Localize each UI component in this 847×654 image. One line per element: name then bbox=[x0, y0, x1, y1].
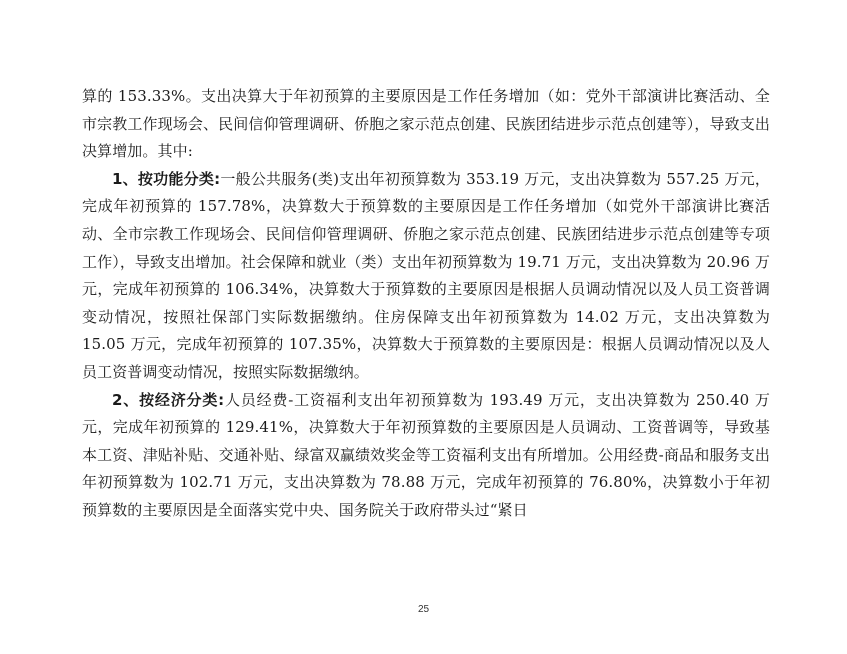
paragraph-continuation bbox=[82, 83, 770, 166]
page-number: 25 bbox=[417, 604, 430, 615]
section-heading-functional: 1、按功能分类: bbox=[112, 169, 221, 188]
paragraph-text: 人员经费-工资福利支出年初预算数为 193.49 万元，支出决算数为 250.40 万元，完成年初预算的 129.41%，决算数大于年初预算数的主要原因是人员调动、工资普调等，导致基本工资、津贴补贴、交通补贴、绿富双赢绩效奖金等工资福利支出有所增加。公用经费-商品和服务支出年初预算数为 102.71 万元，支出决算数为 78.88 万元，完成年初预算的 76.80%，决算数小于年初预算数的主要原因是全面落实党中央、国务院关于政府带头过“紧日 bbox=[82, 390, 770, 519]
paragraph-text: 算的 153.33%。支出决算大于年初预算的主要原因是工作任务增加（如：党外干部演讲比赛活动、全市宗教工作现场会、民间信仰管理调研、侨胞之家示范点创建、民族团结进步示范点创建等），导致支出决算增加。其中: bbox=[82, 87, 770, 161]
paragraph-functional-classification bbox=[82, 166, 770, 387]
section-heading-economic: 2、按经济分类: bbox=[112, 390, 225, 409]
paragraph-economic-classification bbox=[82, 387, 770, 525]
document-body bbox=[82, 83, 770, 525]
paragraph-text: 一般公共服务(类)支出年初预算数为 353.19 万元，支出决算数为 557.25 万元，完成年初预算的 157.78%，决算数大于预算数的主要原因是工作任务增加（如党外干部演讲比赛活动、全市宗教工作现场会、民间信仰管理调研、侨胞之家示范点创建、民族团结进步示范点创建等专项工作），导致支出增加。社会保障和就业（类）支出年初预算数为 19.71 万元，支出决算数为 20.96 万元，完成年初预算的 106.34%，决算数大于预算数的主要原因是根据人员调动情况以及人员工资普调变动情况，按照社保部门实际数据缴纳。住房保障支出年初预算数为 14.02 万元，支出决算数为 15.05 万元，完成年初预算的 107.35%，决算数大于预算数的主要原因是：根据人员调动情况以及人员工资普调变动情况，按照实际数据缴纳。 bbox=[82, 169, 770, 381]
